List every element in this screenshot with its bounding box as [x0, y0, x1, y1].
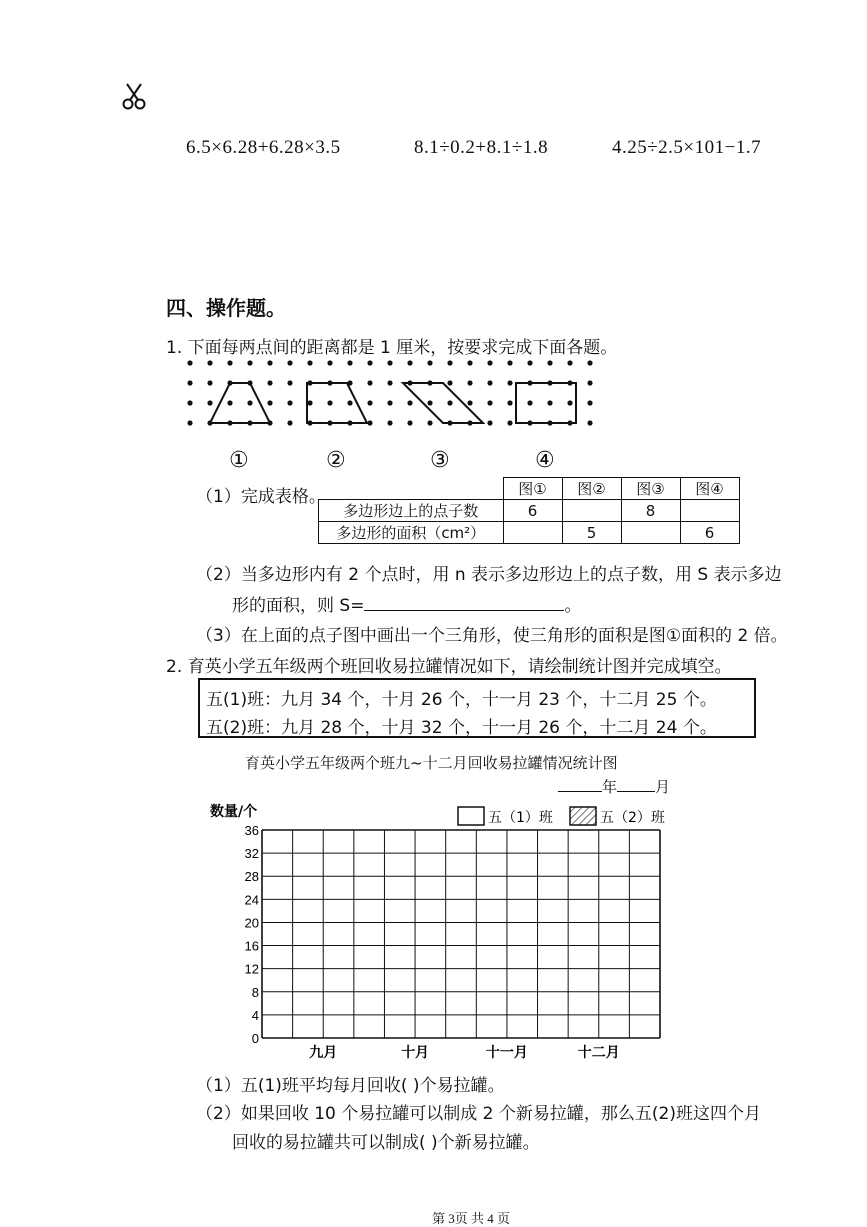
- figure-label-1: ①: [229, 448, 249, 473]
- y-tick-label: 32: [244, 846, 259, 862]
- grid-dot: [387, 400, 392, 405]
- grid-dot: [287, 420, 292, 425]
- table-cell[interactable]: [621, 522, 680, 544]
- table-header: 图④: [680, 478, 739, 500]
- grid-dot: [427, 420, 432, 425]
- y-tick-label: 20: [244, 915, 259, 931]
- calc-expression-3: 4.25÷2.5×101−1.7: [612, 137, 762, 158]
- grid-dot: [287, 360, 292, 365]
- grid-dot: [447, 380, 452, 385]
- grid-dot: [347, 360, 352, 365]
- grid-dot: [227, 360, 232, 365]
- grid-dot: [407, 420, 412, 425]
- table-cell[interactable]: 6: [503, 500, 562, 522]
- grid-dot: [547, 360, 552, 365]
- grid-dot: [547, 400, 552, 405]
- answer-blank-s[interactable]: [364, 594, 564, 611]
- figure-label-3: ③: [430, 448, 450, 473]
- grid-dot: [407, 360, 412, 365]
- table-cell[interactable]: 8: [621, 500, 680, 522]
- y-tick-label: 28: [244, 869, 259, 885]
- figure-1-trapezoid: [210, 383, 270, 423]
- grid-dot: [267, 380, 272, 385]
- x-category-label: 十一月: [485, 1045, 528, 1061]
- dot-grid: [186, 360, 606, 440]
- grid-dot: [487, 420, 492, 425]
- y-tick-label: 24: [244, 892, 259, 908]
- row-label: 多边形边上的点子数: [319, 500, 504, 522]
- q1-sub2-prefix: 形的面积，则 S=: [232, 596, 365, 616]
- row-label: 多边形的面积（cm²）: [319, 522, 504, 544]
- class-data-box: [198, 678, 756, 738]
- q2-text: 2. 育英小学五年级两个班回收易拉罐情况如下，请绘制统计图并完成填空。: [166, 657, 732, 677]
- grid-dot: [467, 380, 472, 385]
- grid-dot: [367, 360, 372, 365]
- table-cell[interactable]: [680, 500, 739, 522]
- grid-dot: [307, 400, 312, 405]
- table-cell[interactable]: [562, 500, 621, 522]
- legend-swatch-class1: [458, 807, 484, 825]
- grid-dot: [227, 400, 232, 405]
- table-row: [319, 522, 740, 544]
- q1-sub2-line1: （2）当多边形内有 2 个点时，用 n 表示多边形边上的点子数，用 S 表示多边: [196, 565, 782, 585]
- q2-sub2-line1: （2）如果回收 10 个易拉罐可以制成 2 个新易拉罐，那么五(2)班这四个月: [196, 1104, 761, 1124]
- y-tick-label: 4: [251, 1007, 259, 1023]
- figure-label-2: ②: [326, 448, 346, 473]
- q1-text: 1. 下面每两点间的距离都是 1 厘米，按要求完成下面各题。: [166, 338, 618, 358]
- table-cell[interactable]: 5: [562, 522, 621, 544]
- page-footer: 第 3页 共 4 页: [432, 1211, 511, 1226]
- grid-dot: [287, 380, 292, 385]
- class-data-line-1: 五(1)班：九月 34 个，十月 26 个，十一月 23 个，十二月 25 个。: [206, 690, 717, 710]
- q1-sub3: （3）在上面的点子图中画出一个三角形，使三角形的面积是图①面积的 2 倍。: [196, 626, 788, 646]
- grid-dot: [307, 360, 312, 365]
- y-axis-label: 数量/个: [210, 804, 258, 820]
- y-tick-label: 16: [244, 938, 259, 954]
- legend-label-class2: 五（2）班: [600, 810, 665, 826]
- grid-dot: [587, 400, 592, 405]
- grid-dot: [487, 400, 492, 405]
- x-category-label: 九月: [309, 1045, 338, 1061]
- q1-sub2-line2: [232, 591, 581, 616]
- grid-dot: [587, 380, 592, 385]
- grid-dot: [267, 360, 272, 365]
- grid-dot: [267, 400, 272, 405]
- x-category-label: 十二月: [577, 1045, 620, 1061]
- calc-expression-2: 8.1÷0.2+8.1÷1.8: [414, 137, 549, 158]
- y-tick-label: 12: [244, 961, 259, 977]
- grid-dot: [187, 380, 192, 385]
- grid-dot: [487, 380, 492, 385]
- grid-dot: [447, 360, 452, 365]
- y-tick-label: 0: [251, 1031, 259, 1046]
- figure-2-trapezoid: [307, 383, 367, 423]
- grid-dot: [467, 400, 472, 405]
- grid-dot: [367, 420, 372, 425]
- grid-dot: [327, 360, 332, 365]
- grid-dot: [187, 400, 192, 405]
- grid-dot: [187, 420, 192, 425]
- grid-dot: [387, 380, 392, 385]
- year-blank[interactable]: [558, 779, 602, 792]
- x-category-label: 十月: [401, 1045, 430, 1061]
- grid-dot: [327, 400, 332, 405]
- grid-dot: [387, 360, 392, 365]
- grid-dot: [587, 420, 592, 425]
- grid-dot: [287, 400, 292, 405]
- grid-dot: [527, 400, 532, 405]
- grid-dot: [187, 360, 192, 365]
- grid-dot: [247, 400, 252, 405]
- grid-dot: [427, 360, 432, 365]
- grid-dot: [587, 360, 592, 365]
- grid-dot: [507, 380, 512, 385]
- grid-dot: [207, 360, 212, 365]
- q2-sub1: （1）五(1)班平均每月回收( )个易拉罐。: [196, 1076, 505, 1096]
- table-cell[interactable]: [503, 522, 562, 544]
- grid-dot: [427, 400, 432, 405]
- chart-title: 育英小学五年级两个班九~十二月回收易拉罐情况统计图: [245, 754, 618, 772]
- table-row: [319, 500, 740, 522]
- figure-4-rectangle: [516, 383, 576, 423]
- grid-dot: [487, 360, 492, 365]
- year-label: 年: [602, 778, 618, 796]
- table-header: 图③: [621, 478, 680, 500]
- class-data-line-2: 五(2)班：九月 28 个，十月 32 个，十一月 26 个，十二月 24 个。: [206, 718, 717, 738]
- y-tick-label: 36: [244, 823, 259, 838]
- grid-dot: [387, 420, 392, 425]
- grid-dot: [467, 360, 472, 365]
- grid-dot: [247, 360, 252, 365]
- table-header: 图②: [562, 478, 621, 500]
- grid-dot: [367, 380, 372, 385]
- legend-swatch-class2: [570, 807, 596, 825]
- grid-dot: [447, 400, 452, 405]
- table-cell[interactable]: 6: [680, 522, 739, 544]
- q2-sub2-line2: 回收的易拉罐共可以制成( )个新易拉罐。: [232, 1133, 540, 1153]
- scissors-icon: [122, 82, 146, 110]
- grid-dot: [207, 380, 212, 385]
- chart-date: [558, 776, 670, 797]
- bar-chart-grid: [200, 800, 680, 1065]
- q1-sub1-label: （1）完成表格。: [196, 487, 326, 507]
- grid-dot: [507, 420, 512, 425]
- grid-dot: [567, 400, 572, 405]
- q1-sub2-suffix: 。: [564, 596, 582, 616]
- y-tick-label: 8: [251, 984, 259, 1000]
- calc-expression-1: 6.5×6.28+6.28×3.5: [186, 137, 341, 158]
- grid-dot: [367, 400, 372, 405]
- legend-label-class1: 五（1）班: [488, 810, 553, 826]
- grid-dot: [347, 400, 352, 405]
- figure-label-4: ④: [535, 448, 555, 473]
- grid-dot: [507, 400, 512, 405]
- grid-dot: [407, 400, 412, 405]
- legend: [458, 807, 665, 826]
- month-label: 月: [655, 778, 671, 796]
- section-title: 四、操作题。: [166, 296, 286, 320]
- grid-dot: [207, 400, 212, 405]
- points-area-table: [318, 477, 740, 544]
- month-blank[interactable]: [617, 779, 655, 792]
- grid-dot: [567, 360, 572, 365]
- grid-dot: [507, 360, 512, 365]
- grid-dot: [527, 360, 532, 365]
- table-header: 图①: [503, 478, 562, 500]
